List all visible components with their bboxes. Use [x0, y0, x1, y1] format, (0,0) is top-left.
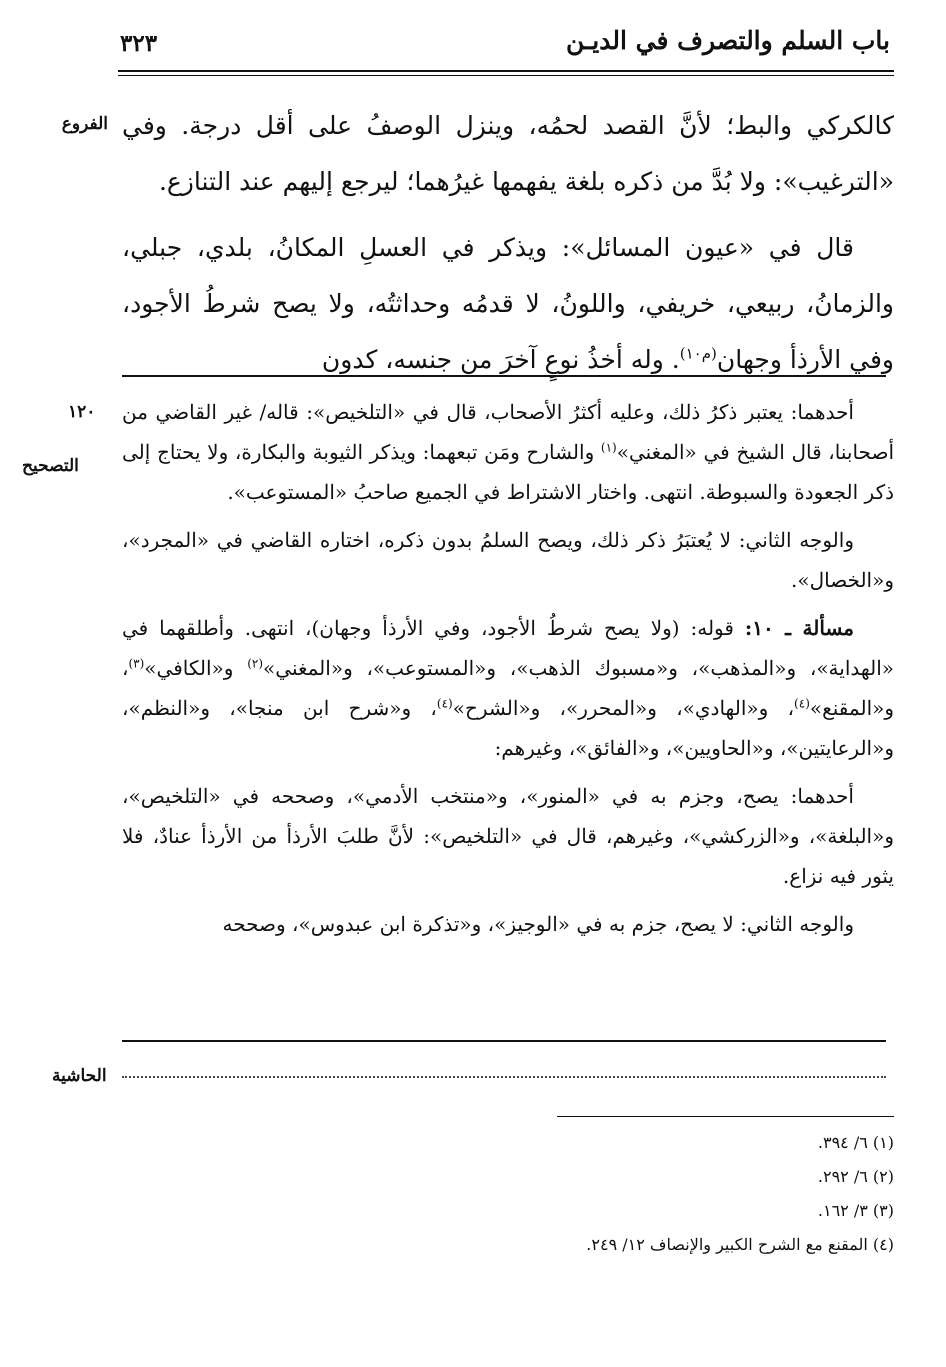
furu-paragraph-2 [122, 220, 894, 388]
running-header-title: باب السلم والتصرف في الديـن [565, 26, 890, 55]
tashih-paragraph-3-text: ، و«الهادي»، و«المحرر»، و«الشرح» [452, 696, 795, 720]
tashih-paragraph-3-text: و«الكافي» [144, 656, 248, 680]
section-divider [122, 1040, 886, 1042]
footnote-marker: (٢) [247, 656, 264, 671]
tashih-paragraph-3-text: قوله: (ولا يصح شرطُ الأجود، وفي الأرذأ وجهان)، انتهى. وأطلقهما في «الهداية»، و«المذهب»، و«مسبوك الذهب»، و«المستوعب»، و«المغني» [122, 616, 894, 680]
tashih-paragraph-1 [122, 392, 894, 512]
section-divider [122, 375, 886, 377]
footnote-3: (٣) ٣/ ١٦٢. [817, 1201, 894, 1220]
header-rule [118, 70, 894, 72]
furu-paragraph-2-text: قال في «عيون المسائل»: ويذكر في العسلِ المكانُ، بلدي، جبلي، والزمانُ، ربيعي، خريفي، واللونُ، لا قدمُه وحداثتُه، ولا يصح شرطُ الأجود، وفي الأرذأ وجهان [122, 233, 894, 374]
footnote-rule [557, 1116, 894, 1117]
footnote-marker: (٣) [128, 656, 145, 671]
tashih-paragraph-1-tail: والشارح ومَن تبعهما: ويذكر الثيوبة والبكارة، ولا يحتاج إلى ذكر الجعودة والسبوطة. انتهى. واختار الاشتراط في الجميع صاحبُ «المستوعب». [122, 440, 894, 504]
footnote-marker: (١) [600, 440, 617, 455]
footnote-4: (٤) المقنع مع الشرح الكبير والإنصاف ١٢/ ٢٤٩. [586, 1235, 894, 1254]
issue-heading: مسألة ـ ١٠: [744, 616, 854, 640]
margin-tashih-number: ١٢٠ [68, 402, 96, 422]
footnotes [300, 1126, 894, 1262]
tashih-paragraph-5: والوجه الثاني: لا يصح، جزم به في «الوجيز»، و«تذكرة ابن عبدوس»، وصححه [222, 912, 854, 936]
hashiya-dotted-line [122, 1056, 886, 1078]
margin-label-hashiya: الحاشية [52, 1066, 107, 1086]
page-number: ٣٢٣ [120, 30, 158, 57]
cross-reference-marker: (م١٠) [679, 344, 717, 363]
tashih-paragraph-4: أحدهما: يصح، وجزم به في «المنور»، و«منتخب الأدمي»، وصححه في «التلخيص»، و«البلغة»، و«الزركشي»، وغيرهم، قال في «التلخيص»: لأنَّ طلبَ الأرذأ من الأرذأ عنادٌ، فلا يثور فيه نزاع. [122, 784, 894, 888]
footnote-marker: (٤) [436, 696, 453, 711]
tashih-text [122, 392, 894, 944]
tashih-paragraph-1-text: أحدهما: يعتبر ذكرُ ذلك، وعليه أكثرُ الأصحاب، قال في «التلخيص»: قاله/ غير القاضي من أصحابنا، قال الشيخ في «المغني» [122, 400, 894, 464]
tashih-paragraph-3-text: ، و«شرح ابن منجا»، و«النظم»، و«الرعايتين»، و«الحاويين»، و«الفائق»، وغيرهم: [122, 696, 894, 760]
furu-paragraph-2-tail: . وله أخذُ نوعٍ آخرَ من جنسه، كدون [321, 345, 680, 374]
footnote-1: (١) ٦/ ٣٩٤. [817, 1133, 894, 1152]
margin-label-furu: الفروع [61, 114, 108, 134]
margin-label-tashih: التصحيح [22, 456, 79, 476]
furu-paragraph-1: كالكركي والبط؛ لأنَّ القصد لحمُه، وينزل الوصفُ على أقل درجة. وفي «الترغيب»: ولا بُدَّ من ذكره بلغة يفهمها غيرُهما؛ ليرجع إليهم عند التنازع. [122, 111, 894, 196]
footnote-2: (٢) ٦/ ٢٩٢. [817, 1167, 894, 1186]
furu-text [122, 98, 894, 388]
tashih-paragraph-3-text: ، و«المقنع» [122, 656, 895, 720]
footnote-marker: (٤) [794, 696, 810, 711]
tashih-paragraph-3 [122, 608, 894, 768]
tashih-paragraph-2: والوجه الثاني: لا يُعتبَرُ ذكر ذلك، ويصح السلمُ بدون ذكره، اختاره القاضي في «المجرد»، و«الخصال». [122, 528, 894, 592]
header-rule-thin [118, 75, 894, 76]
